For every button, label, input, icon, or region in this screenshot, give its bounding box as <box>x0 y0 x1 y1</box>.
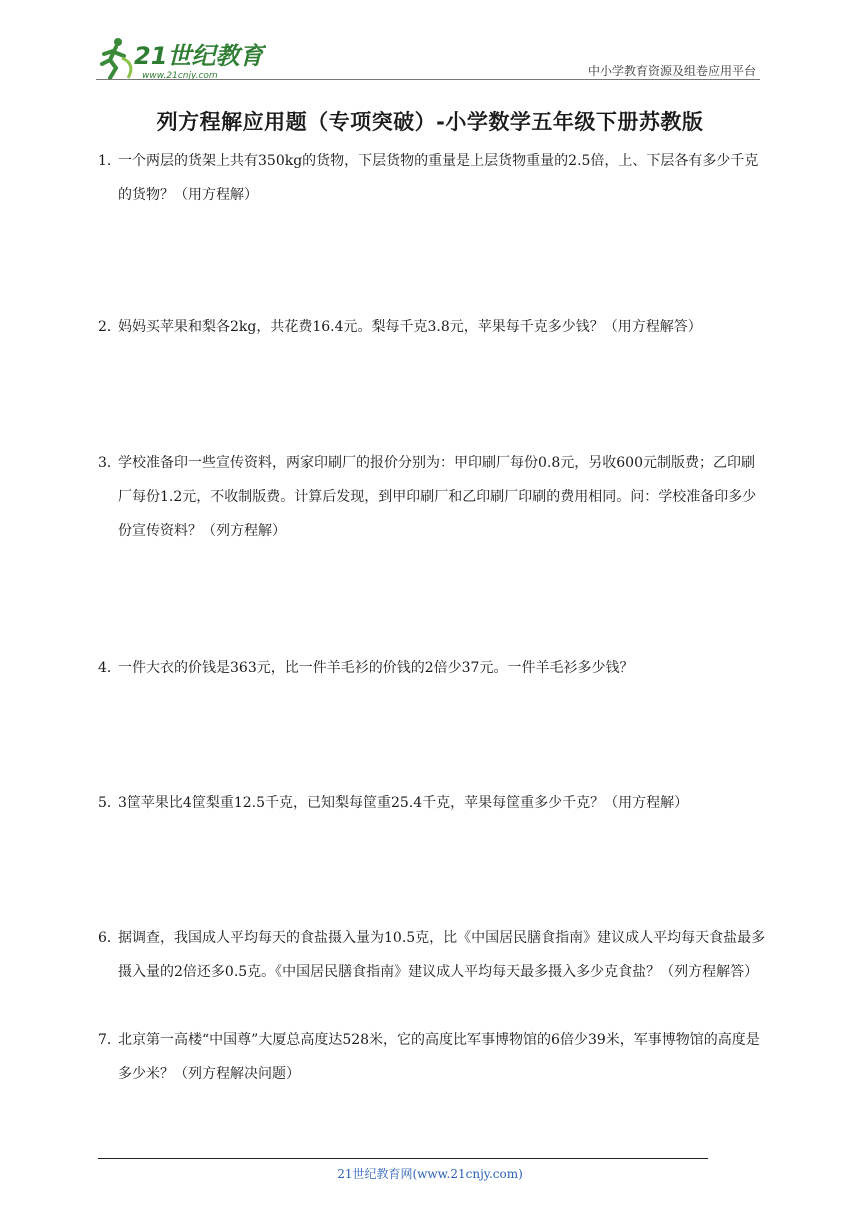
site-logo <box>96 34 266 82</box>
question-number: 1． <box>98 153 121 169</box>
page-title: 列方程解应用题（专项突破）-小学数学五年级下册苏教版 <box>156 110 704 134</box>
question-7 <box>98 1023 766 1091</box>
question-number: 5． <box>98 795 121 811</box>
question-4 <box>98 651 766 685</box>
question-number: 3． <box>98 455 121 471</box>
question-number: 6． <box>98 930 121 946</box>
logo-text: 21世纪教育 <box>134 42 264 70</box>
question-text: 一件大衣的价钱是363元，比一件羊毛衫的价钱的2倍少37元。一件羊毛衫多少钱？ <box>118 660 634 676</box>
question-3 <box>98 446 766 548</box>
header-platform-text: 中小学教育资源及组卷应用平台 <box>587 64 756 78</box>
question-text: 据调查，我国成人平均每天的食盐摄入量为10.5克，比《中国居民膳食指南》建议成人平均每天食盐最多摄入量的2倍还多0.5克。《中国居民膳食指南》建议成人平均每天最多摄入多少克食盐？（列方程解答） <box>118 930 766 980</box>
question-number: 7． <box>98 1032 121 1048</box>
footer-link[interactable]: 21世纪教育网(www.21cnjy.com) <box>337 1167 523 1181</box>
question-number: 4． <box>98 660 121 676</box>
question-2 <box>98 310 766 344</box>
question-1 <box>98 144 766 212</box>
question-5 <box>98 786 766 820</box>
footer-divider <box>98 1158 708 1159</box>
header-divider <box>96 79 760 80</box>
question-6 <box>98 921 766 989</box>
question-text: 北京第一高楼“中国尊”大厦总高度达528米，它的高度比军事博物馆的6倍少39米，军事博物馆的高度是多少米？（列方程解决问题） <box>118 1032 760 1082</box>
question-text: 妈妈买苹果和梨各2kg，共花费16.4元。梨每千克3.8元，苹果每千克多少钱？（用方程解答） <box>118 319 702 335</box>
question-text: 3筐苹果比4筐梨重12.5千克，已知梨每筐重25.4千克，苹果每筐重多少千克？（用方程解） <box>118 795 689 811</box>
question-text: 学校准备印一些宣传资料，两家印刷厂的报价分别为：甲印刷厂每份0.8元，另收600元制版费；乙印刷厂每份1.2元，不收制版费。计算后发现，到甲印刷厂和乙印刷厂印刷的费用相同。问：学校准备印多少份宣传资料？（列方程解） <box>118 455 757 539</box>
question-number: 2． <box>98 319 121 335</box>
question-text: 一个两层的货架上共有350kg的货物，下层货物的重量是上层货物重量的2.5倍，上、下层各有多少千克的货物？（用方程解） <box>118 153 759 203</box>
logo-url: www.21cnjy.com <box>142 71 218 81</box>
runner-icon <box>102 38 131 78</box>
